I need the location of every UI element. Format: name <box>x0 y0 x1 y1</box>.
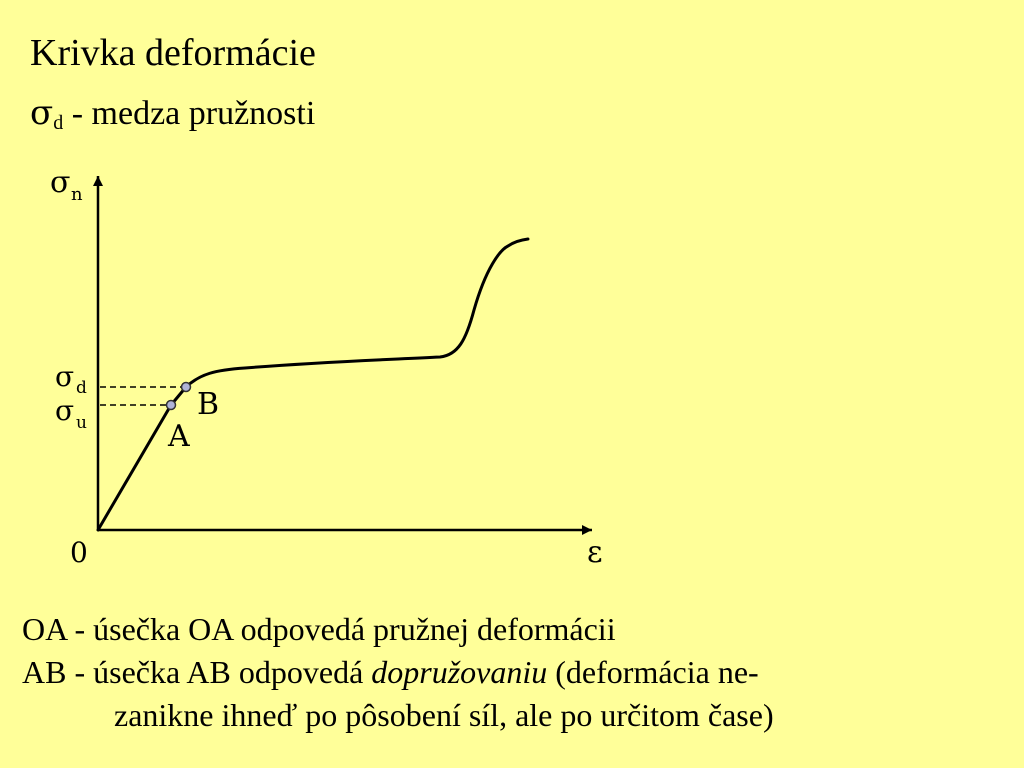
slide-title: Krivka deformácie <box>30 32 316 74</box>
notes <box>22 608 774 738</box>
note-line-oa: OA - úsečka OA odpovedá pružnej deformácii <box>22 611 616 647</box>
point-a-label: A <box>168 419 190 454</box>
sigma-d-label-subscript: d <box>76 378 87 398</box>
point-a-marker <box>167 401 176 410</box>
sigma-d-label-symbol: σ <box>55 360 75 393</box>
note-ab-start: AB - úsečka AB odpovedá <box>22 654 372 691</box>
sigma-u-label-subscript: u <box>76 413 87 433</box>
note-ab-end: (deformácia ne- <box>547 654 759 691</box>
subtitle-text: - medza pružnosti <box>63 95 316 132</box>
sigma-d-symbol: σ <box>30 93 54 133</box>
origin-label: 0 <box>70 536 88 569</box>
sigma-d-subscript: d <box>53 112 64 134</box>
y-axis-symbol: σ <box>50 165 71 200</box>
note-ab-italic: dopružovaniu <box>371 654 548 691</box>
y-axis-subscript: n <box>71 184 83 205</box>
sigma-u-label-symbol: σ <box>55 394 75 427</box>
note-line-ab-continued: zanikne ihneď po pôsobení síl, ale po určitom čase) <box>114 697 774 734</box>
point-b-marker <box>182 383 191 392</box>
x-axis-symbol: ε <box>587 535 603 570</box>
note-line-ab <box>22 651 774 694</box>
point-b-label: B <box>197 387 220 422</box>
deformation-curve <box>98 239 528 530</box>
